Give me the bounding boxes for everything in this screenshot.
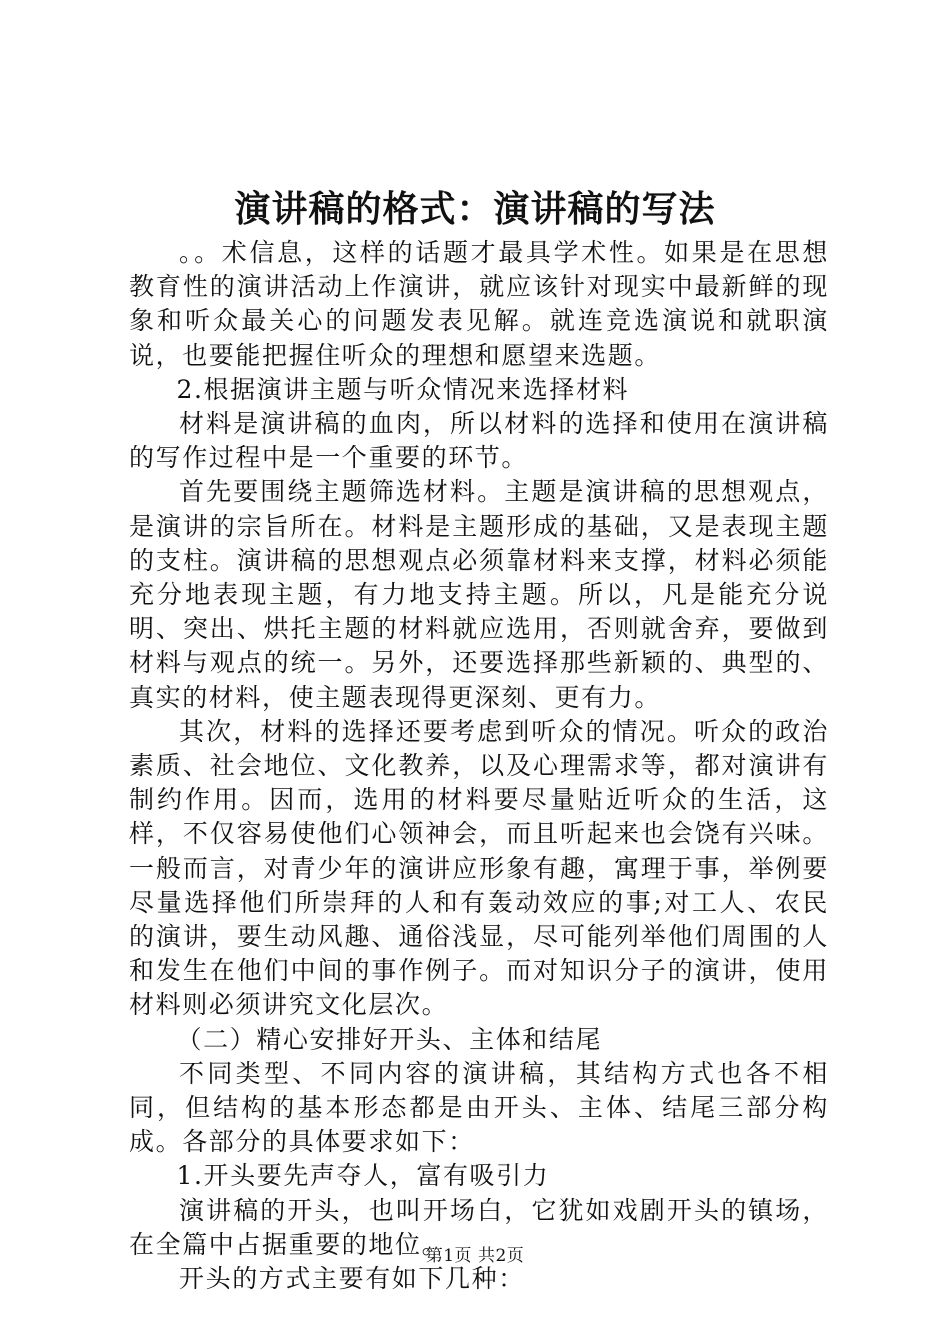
paragraph: 。。术信息，这样的话题才最具学术性。如果是在思想教育性的演讲活动上作演讲，就应该针对现实中最新鲜的现象和听众最关心的问题发表见解。就连竞选演说和就职演说，也要能把握住听众的理想和愿望来选题。 [129,238,829,370]
paragraph: 开头的方式主要有如下几种： [179,1264,525,1294]
paragraph: 其次，材料的选择还要考虑到听众的情况。听众的政治素质、社会地位、文化教养，以及心理需求等，都对演讲有制约作用。因而，选用的材料要尽量贴近听众的生活，这样，不仅容易使他们心领神会，而且听起来也会饶有兴味。一般而言，对青少年的演讲应形象有趣，寓理于事，举例要尽量选择他们所崇拜的人和有轰动效应的事;对工人、农民的演讲，要生动风趣、通俗浅显，尽可能列举他们周围的人和发生在他们中间的事作例子。而对知识分子的演讲，使用材料则必须讲究文化层次。 [129,716,829,1020]
paragraph: 不同类型、不同内容的演讲稿，其结构方式也各不相同，但结构的基本形态都是由开头、主体、结尾三部分构成。各部分的具体要求如下： [129,1058,829,1157]
section-heading: （二）精心安排好开头、主体和结尾 [176,1024,603,1054]
section-heading: 1.开头要先声夺人，富有吸引力 [176,1161,550,1191]
paragraph: 材料是演讲稿的血肉，所以材料的选择和使用在演讲稿的写作过程中是一个重要的环节。 [129,409,829,473]
paragraph: 演讲稿的开头，也叫开场白，它犹如戏剧开头的镇场，在全篇中占据重要的地位。 [129,1195,829,1259]
document-body [129,236,829,1296]
page-number: 第1页 共2页 [425,1246,525,1266]
section-heading: 2.根据演讲主题与听众情况来选择材料 [176,374,630,404]
document-title: 演讲稿的格式：演讲稿的写法 [234,188,716,230]
paragraph: 首先要围绕主题筛选材料。主题是演讲稿的思想观点，是演讲的宗旨所在。材料是主题形成的基础，又是表现主题的支柱。演讲稿的思想观点必须靠材料来支撑，材料必须能充分地表现主题，有力地支持主题。所以，凡是能充分说明、突出、烘托主题的材料就应选用，否则就舍弃，要做到材料与观点的统一。另外，还要选择那些新颖的、典型的、真实的材料，使主题表现得更深刻、更有力。 [129,477,829,712]
